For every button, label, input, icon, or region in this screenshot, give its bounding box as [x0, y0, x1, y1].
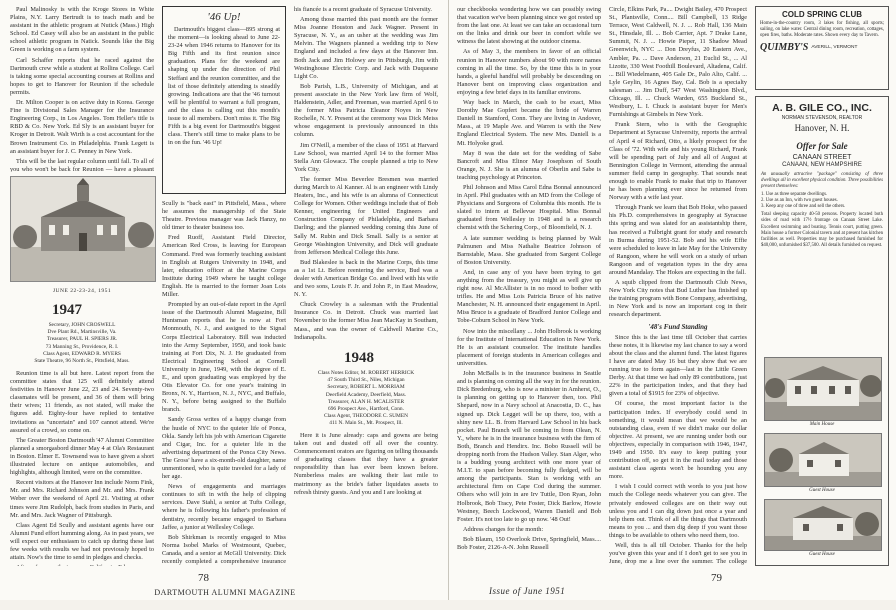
paragraph: Chuck Crowley is a salesman with the Prudential Insurance Co. in Detroit. Chuck was married last November to the former Miss Jean MacKay in Southam, Mass., and was the owner of Caldwell Marine Co., Indianapolis.: [294, 301, 438, 341]
sidebox-body: Dartmouth's biggest class—895 strong at the moment—is looking ahead to June 22-23-24 when 1946 returns to Hanover for its Big Fifth and its first reunion since graduation. Plans for the weekend are shaping up under the direction of Phil Steffani and the reunion committee, and the list of those definitely attending is steadily growing. Indications are that the '46 turnout will be plentiful to warrant a full program, and the class is calling out this month's issue to all members. Don't miss it. The Big Fifth is a big event for Dartmouth's biggest class. There's still time to make plans to be in on the fun. '46 Up!: [168, 26, 280, 147]
main-house-photo: [764, 357, 882, 421]
issue-footer: Issue of June 1951: [489, 586, 566, 596]
paragraph: A late summer wedding is being planned by Walt Palmunen and Miss Nathalie Beatrice Johnson of Barnstable, Mass. She graduated from Sargent College of Boston University.: [457, 234, 601, 266]
paragraph: Scully is "back east" in Pittsfield, Mass., where he assumes the managership of the State Theatre. Previous manager was Jack Hanzy, no old timer to theater business too.: [162, 200, 286, 232]
paragraph: And, in case any of you have been trying to get anything from the treasury, you might as well give up right now. Al McAllister is in no mood to bother with trifles. He and Miss Lois Patricia Bruce of his native Manchester, N. H. announced their engagement in April. Miss Bruce is a graduate of Bradford Junior College and Tobe-Coburn School in New York.: [457, 268, 601, 325]
paragraph: Since this is the last time till October that carries these notes, it is likewise my last chance to say a word about the class and the alumni fund. The latest figures I have are dated May 16 but they show that we are running true to form again—last in the Little Green Derby. At that time we had only 89 contributions, just 22% in the participation index, and that they had given a total of $1915 for 23% of objective.: [609, 333, 747, 398]
house-illustration: [765, 358, 881, 420]
column-1-right: [457, 6, 601, 566]
reunion-photo: [10, 176, 156, 282]
officer-line: 73 Manning St., Providence, R. I.: [45, 343, 119, 350]
paragraph: The former Miss Beverlee Bresmen was married during March to Al Kanner. Al is an engineer with Lindy Heaters, Inc., and his wife is an alumna of Connecticut College for Women. Other weddings include that of Bob Kenner, engineering for United Engineers and Construction Company of Philadelphia, and Barbara Darling; and the planned wedding coming this June of Sally M. Rubin and Dick Small. Sally is a senior at George Washington University, and Dick will graduate from Jefferson Medical College this June.: [294, 175, 438, 256]
paragraph: Way back in March, the cash to be exact, Miss Dorothy Mae Gopfert became the bride of Warren Daniell in Stamford, Conn. They are living in Andover, Mass., at 19 Maple Ave. and Warren is with the New England Electrical System. The new Mrs. Daniell is a Mt. Holyoke grad.: [457, 99, 601, 147]
main-house-caption: Main House: [809, 422, 835, 427]
class-officers-1947: [10, 322, 154, 365]
ad-options: [761, 192, 883, 211]
cold-spring-club-ad: [755, 6, 889, 90]
officer-line: Class Notes Editor, M. ROBERT HERRICK: [317, 370, 415, 376]
paragraph: The Greater Boston Dartmouth '47 Alumni Committee planned a smorgasbord dinner May 4 at Ola's Restaurant in Boston. Elmer E. Townsend was to have given a short illustrated lecture on antique automobiles, and highlights, although limited, were on the committee.: [10, 436, 154, 477]
magazine-footer: DARTMOUTH ALUMNI MAGAZINE: [154, 588, 296, 597]
dartmouth-campus-illustration: [11, 177, 155, 281]
paragraph: Jim O'Neill, a member of the class of 1951 at Harvard Law School, was married April 14 to the former Miss Stella Ann Glowacz. The couple planned a trip to New York City.: [294, 141, 438, 173]
guest-house-photo-1: [764, 433, 882, 487]
paragraph: Of course, the most important factor is the participation index. If everybody could send in something, it would mean that we would be an outstanding class, even if we didn't make our dollar objective. At present, we are running under both our objectives, especially in comparison with 1946, 1947, 1949 and 1950. It's easy to keep putting your contribution off, so get it in the mail today and those assistant class agents won't be hounding you any more.: [609, 400, 747, 481]
paragraph: Bob Blaum, 150 Overlook Drive, Springfield, Mass.... Bob Foster, 2126-A-N. John Russell: [457, 535, 601, 551]
paragraph: Address changes for the month:: [463, 525, 544, 533]
paragraph: Through Frank we learn that Bob Hoke, who passed his Ph.D. comprehensives in geography at Syracuse this spring and was slated for an assistantship there, has received a Fulbright grant for study and research in Burma during 1951-52. Bob and his wife Effie were scheduled to leave in late May for the University of Rangoon, where he will work on a study of urban Rangoon and of vegetation types in the dry area around Mandalay. The Hokes are expecting in the fall.: [609, 204, 747, 276]
house-illustration: [765, 500, 881, 550]
officer-line: Secretary, ROBERT L. MORRIAM: [327, 384, 405, 391]
paragraph: Bob Parish, L.B., University of Michigan, and at present associate in the New York law firm of Wolf, Haldenstein, Adler, and Freeman, was married April 6 to the former Miss Patricia Eleanor Noyes in New Rochelle, N. Y. Present at the ceremony was Dick Meiss whose engagement is previously announced in this column.: [294, 82, 438, 139]
class-officers-1948: [294, 370, 438, 428]
ad-description: An unusually attractive "package" consisting of three dwellings all in excellent physical condition. Three possibilities present themselves:: [761, 172, 883, 190]
guest-house-caption-1: Guest House: [809, 488, 835, 493]
paragraph: Here it is June already: caps and gowns are being taken out and dusted off all over the country. Commencement orators are figuring on telling thousands of graduating classes that they have a greater responsibility than has ever been known before. Numberless males are walking their last mile to matrimony as the bride's father liquidates assets to refresh thirsty guests. And you and I are looking at: [294, 432, 438, 496]
column-1-bottom: [10, 370, 154, 566]
ad-option: 1. Use as three separate dwellings.: [761, 191, 828, 197]
paragraph: Now into the miscellany ... John Holbrook is working for the Institute of International Education in New York. He is an assistant counselor. The institute handles placement of foreign students in American colleges and universities.: [457, 327, 601, 367]
ad-property: CANAAN STREET: [792, 154, 852, 161]
paragraph: Bob Shirkman is recently engaged to Miss Norma Isobel Marks of Westmount, Quebec, Canada, and a senior at McGill University. Dick recently completed a comprehensive insurance: [162, 533, 286, 566]
officer-line: Dve Plant Rd., Martinsville, Va.: [47, 329, 117, 336]
gile-real-estate-ad: [755, 96, 889, 566]
paragraph: As of May 3, the members in favor of an official reunion in Hanover numbers about 90 with more names coming in all the time. So, by the time this is in your hands, a gleeful handful will probably be descending on Hanover bent on improving class organization and enjoying a few brief days in its familiar environs.: [457, 48, 601, 96]
officer-line: Treasurer, PAUL H. SPIERS JR.: [46, 336, 118, 343]
paragraph: Fred Ruoff, Assistant Field Director, American Red Cross, is leaving for European Command. Fred was formerly teaching assistant in English at Rutgers University in 1948, and later, education officer at the Marine Corps Institute during 1949 where he taught college English. He is married to the former Joan Lois Miller.: [162, 234, 286, 299]
paragraph: Dr. Milton Cooper is on active duty in Korea. George Fine is Divisional Sales Manager for the Insurance Engineering Corp., in Los Angeles. Tom Heller's title is RBD & Co. New York. Ed Sly is an assistant buyer for Kroger in Detroit. Walt Wirth is a cost accountant for the Brown Instrument Co. in Philadelphia. Frank Legett is an assistant buyer for J. C. Penney in New York.: [10, 99, 154, 155]
house-illustration: [765, 434, 881, 486]
paragraph: News of engagements and marriages continues to sift in with the help of clipping services. Dave Stahl, a senior at Tufts College, where he is following his father's profession of dentistry, recently became engaged to Barbara Jaffee, a junior at Wellesley College.: [162, 483, 286, 531]
paragraph: Phil Johnson and Miss Carol Edna Bonnal announced in April. Phil graduates with an MD from the College of Physicians and Surgeons of Columbia this month. He is slated to intern at Bellevue Hospital. Miss Bonnal graduated from Wellesley in 1948 and is a research chemist with the Schering Corp., of Bloomfield, N. J.: [457, 183, 601, 232]
paragraph: A squib clipped from the Dartmouth Club News, New York City notes that Bud Luther has finished up the training program with Bone Company, advertising, in New York and is now an important cog in their research department.: [609, 279, 747, 319]
fund-heading: '48's Fund Standing: [648, 322, 708, 331]
ad-option: 3. Keep any one of three and sell the others.: [761, 204, 846, 210]
paragraph: [10, 564, 154, 566]
ad-offer: Offer for Sale: [796, 141, 848, 151]
ad-brand: QUIMBY'S: [760, 42, 809, 53]
officer-line: 47 South Third St., Niles, Michigan: [327, 377, 405, 384]
ad-body: Home-in-the-country room, 3 lakes for fishing, all sports; sailing, on lake water. Central dining room, recreation, cottages, open fires, baths. Moderate rates. Shown every day to Tavern.: [760, 21, 884, 38]
paragraph: Class Agent Ed Scully and assistant agents have our Alumni Fund effort humming along. As in past years, we will expect our enthusiasm to catch up during these last few weeks with results we had not previously hoped to attain. Now's the time to send in pledges and checks.: [10, 521, 154, 562]
paragraph: I wish I could correct with words to you just how much the College needs whatever you can give. The privately endowed colleges are on their way out unless you and I can dig down just once a year and help them out. Think of all the things that Dartmouth means to you ... and then dig deep if you want those things to be available to others who need them, too.: [609, 483, 747, 539]
column-2: [162, 200, 286, 566]
paragraph: Bud Blakeslee is back in the Marine Corps, this time as a 1st Lt. Before reentering the service, Bud was a dealer with American Bridge Co. and lived with his wife and two sons, Louis F. Jr. and John P., in East Meadow, N. Y.: [294, 258, 438, 299]
page-number-right: 79: [711, 572, 722, 584]
paragraph: Frank Stern, who is with the Geographic Department at Syracuse University, reports the arrival of April 4 of Richard, Otto, a likely prospect for the Class of '72. With wife and his young Richard, Frank will be spending part of July and all of August at Bennington College in Vermont, attending the annual summer field camp in geography. That sounds neat enough to enable Frank to make that trip to Hanover he has been planning ever since he returned from Norway with a wife last year.: [609, 121, 747, 202]
paragraph: Prompted by an out-of-date report in the April issue of the Dartmouth Alumni Magazine, Bill Huntsman reports that he is now at Fort Monmouth, N. J., and assigned to the Signal Corps Electrical Laboratory. Bill was inducted into the Army September, 1950, and took basic training at Fort Dix, N. J. He graduated from Electrical Engineering School at Cornell University in June, 1949, with the degree of E. E., and upon graduating was employed by the Otis Elevator Co. for one year's training in Bronx, N. Y., Harrison, N. J., NYC, and Buffalo, N. Y., before being assigned to the Buffalo branch.: [162, 301, 286, 414]
ad-option: 2. Use as an Inn, with two guest houses.: [761, 197, 838, 203]
paragraph: John McBalls is in the insurance business in Seattle and is planning on coming all the way in for the reunion. Dick Bredenburg, who is now a minister in Amherst, O., is planning on getting up to Hanover then, too. Phil Shepard, now in a Navy school at Anacostia, D. C., has signed up. Dick Legget will be up there, too, with a shiny new LL. B. from Harvard Law School in his back pocket. Paul Branch will be coming in from Olean, N. Y., where he is in the insurance business with the firm of Both, Branch and Hendirx. Inc. Bobo Russell will be dropping north from the Hudson Valley. Stan Alger, who is a budding young architect with one more year of M.I.T. to span before becoming fully fledged, will be among the participants. Stan is working with an architectural firm on Cape Cod during the summer. Others who will join in are Irv Tuttle, Don Ryan, John Holbrook, Bob Tracy, Pete Foster, Dick Barlow, Howie Westney, Beech Lockwood, Warren Daniell and Bob Foster. It's not too late to go up now. '48 Out!: [457, 370, 601, 523]
ad-company-name: A. B. GILE CO., INC.: [772, 102, 872, 114]
right-page: [448, 0, 896, 600]
officer-line: 696 Prospect Ave., Hartford, Conn.: [328, 406, 404, 413]
ad-place: AVERILL, VERMONT: [811, 45, 858, 50]
officer-line: Class Agent, EDWARD R. MYERS: [43, 350, 121, 357]
officer-line: State Theatre, 96 North St., Pittsfield, Mass.: [34, 358, 130, 365]
class-year-heading-1947: 1947: [52, 302, 82, 318]
officer-line: 411 N. Main St., Mt. Prospect, Ill.: [329, 420, 403, 427]
paragraph: Reunion time is all but here. Latest report from the committee states that 125 will definitely attend festivities in Hanover June 22, 23 and 24. Seventy-two classmates will be present, and 36 of them will bring their wives; 11 friends, as not stated, will make the figures add. Eighty-four have replied to tentative invitations as "uncertain" and 107 cannot attend. We're assured of a crowd, so come on.: [10, 370, 154, 434]
officer-line: Secretary, JOHN CROSWELL: [48, 322, 116, 328]
ad-tagline: NORMAN STEVENSON, REALTOR: [781, 115, 863, 121]
paragraph: our checkbooks wondering how we can possibly swing that vacation we've been planning since we got rested up from the last one. At least we can take an occasional turn on the links and drink our beer in comfort while we witness the latest showing at the outdoor cinema.: [457, 6, 601, 46]
guest-house-photo-2: [764, 499, 882, 551]
officer-line: Deerfield Academy, Deerfield, Mass.: [325, 391, 407, 398]
ad-location: CANAAN, NEW HAMPSHIRE: [782, 162, 862, 168]
column-2-right: [609, 6, 747, 566]
paragraph: Recent visitors at the Hanover Inn include Norm Fink, Mr. and Mrs. Richard Johnson and Mr. and Mrs. Frank Weber over the weekend of April 21. Visiting at other times were Jim Rudolph, back from studies in Paris, and Mr. and Mrs. Jack Wagner of Pittsburgh.: [10, 479, 154, 519]
column-3-top: [294, 6, 438, 342]
paragraph: Carl Schaffer reports that he raced against the Dartmouth crew while a student at Rollins College. Carl is taking some special accounting courses at Rollins and hopes to get to Hanover for Reunion if the schedule permits.: [10, 56, 154, 96]
paragraph: Paul Malinosky is with the Kroge Stores in White Plains, N.Y. Larry Bertrudt is to teach math and be assistant in the athletic program at Nutick (Mass.) High School. Ed Casey will also be an assistant in the public school athletic program in Natick. Sounds like the Big Green is working on a farm system.: [10, 6, 154, 54]
ad-details: Total sleeping capacity 40-50 persons. Property located both sides of road with 17½ frontage on Canaan Street Lake. Excellent swimming and boating. Tennis court, putting green. Main house a former Colonial tavern and at present has kitchen facilities as well. Properties may be purchased furnished for $40,000, unfurnished $37,500. All details furnished on request.: [761, 212, 883, 249]
guest-house-caption-2: Guest House: [809, 552, 835, 557]
column-3-bottom: [294, 432, 438, 566]
ad-town: Hanover, N. H.: [794, 123, 850, 133]
paragraph: May 8 was the date set for the wedding of Sabe Bancroft and Miss Elinor May Josephson of South Orange, N. J. She is an alumna of Oberlin and Sabe is teaching psychology at Princeton.: [457, 149, 601, 181]
class-year-heading-1948: 1948: [344, 350, 374, 366]
paragraph: Among those married this past month are the former Miss Joanne Houston and Jack Wagner. Present in Syracuse, N. Y., as an usher at the wedding was Jim Melvin. The Wagners planned a wedding trip to New England and included a few days at the Hanover Inn. Both Jack and Jim Holowy are in Pittsburgh, Jim with Westinghouse Electric Corp. and Jack with Duquesne Light Co.: [294, 16, 438, 80]
sidebox-title: '46 Up!: [207, 11, 241, 23]
paragraph: his fiancée is a recent graduate of Syracuse University.: [294, 6, 432, 13]
officer-line: Class Agent, THEODORE C. SUMEN: [323, 413, 409, 420]
ad-title: COLD SPRING CLUB: [782, 10, 862, 19]
officer-line: Treasurer, ALAN H. MCALISTER: [327, 398, 405, 405]
paragraph: Circle, Elkins Park, Pa.... Dwight Bailey, 470 Prospect St., Plantsville, Conn.... Bill Campbell, 13 Ridge Terrace, West Caldwell, N. J. ... Rob Hall, 136 Main St., Hinsdale, Ill. ... Bob Carrier, Apt. 7 Drake Lane, Summit, N. J. ... Howie Pieper, 11 Shadow Mead Greenwich, NYC ... Don Dreyfus, 20 Eastern Ave., Ambler, Pa. ... Dave Anderson, 21 Euclid St., ... Al Lizotte, 330 West Foothill Boulevard, Altadena, Calif. ... Bill Wiedelmann, 405 Gale Dr., Palo Alto, Calif. ... Lyle Geylin, 16 Agnes Bay, Cal. Bob is a specialty salesman ... Jim Duff, 547 West Washington Blvd., Chicago, Ill. ... Chuck Warden, 655 Buckland St., Westbury, L. I. Chuck is assistant buyer for Men's Furnishings at Gimbels in New York.: [609, 6, 747, 119]
class-46-sidebox: [162, 6, 286, 194]
left-page: [0, 0, 448, 600]
paragraph: This will be the last regular column until fall. To all of you who won't be back for Reunion — have a pleasant: [10, 157, 154, 172]
column-1-top: [10, 6, 154, 172]
paragraph: Sandy Gross writes of a happy change from the hustle of NYC to the quieter life of Ponca, Okla. Sandy left his job with American Cigarette and Cigar, Inc. for a quieter life in the advertising department of the Ponca City News. The Gross' have a six-month-old daughter, name unmentioned, who is quite traveled for a lady of her age.: [162, 416, 286, 481]
page-number-left: 78: [198, 572, 209, 584]
paragraph: Well, this is all till October. Thanks for the help you've given this year and if I don't get to see you in June, drop me a line over the summer. The college: [609, 542, 747, 566]
photo-caption: JUNE 22-23-24, 1951: [52, 288, 112, 294]
